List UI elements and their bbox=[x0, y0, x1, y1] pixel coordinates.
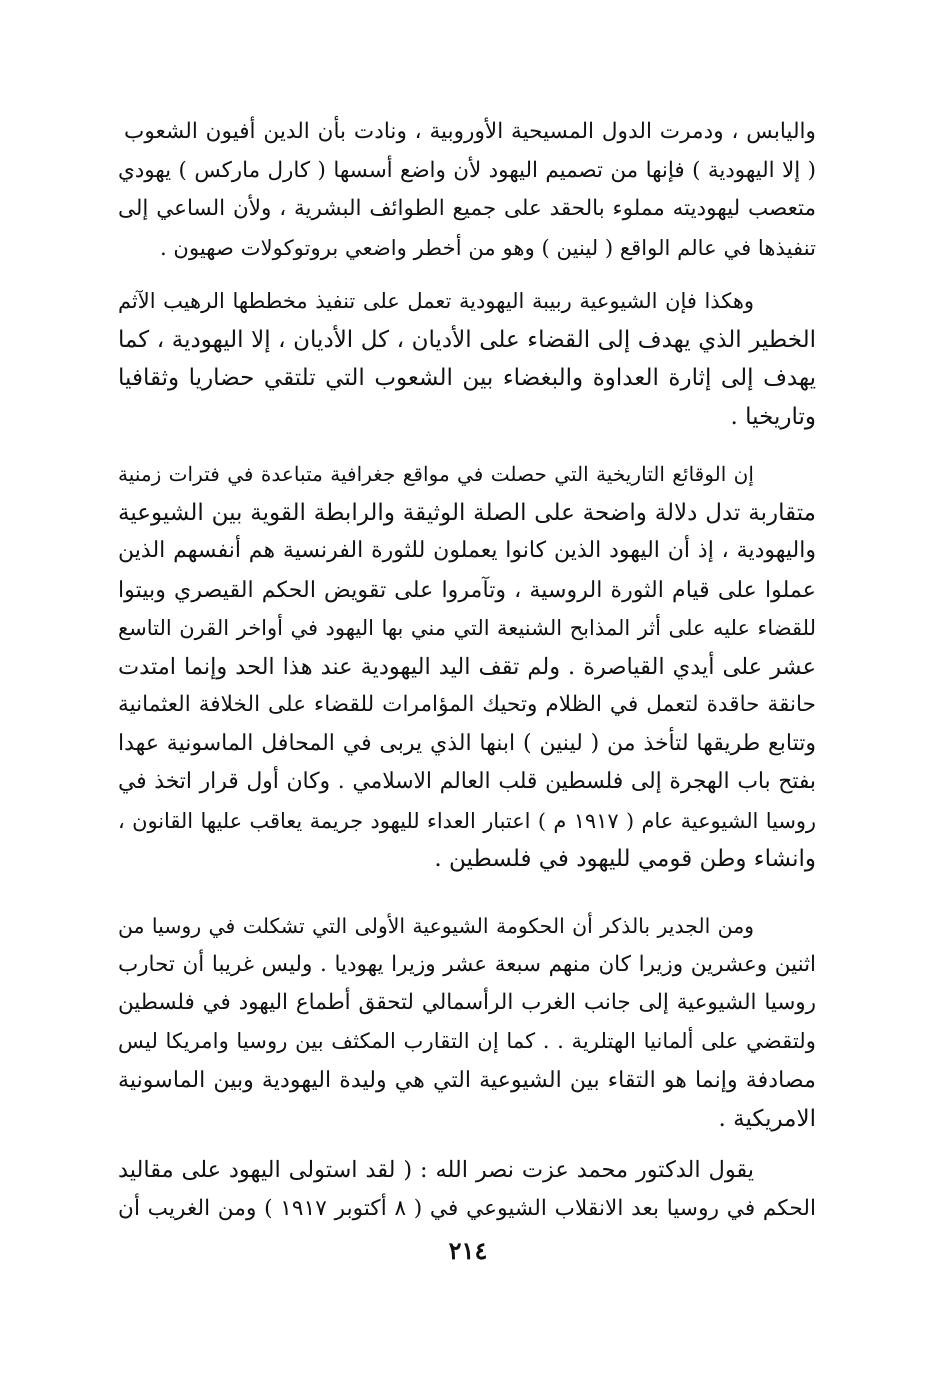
paragraph-4 bbox=[118, 907, 816, 1138]
text-line: متقاربة تدل دلالة واضحة على الصلة الوثيقة والرابطة القوية بين الشيوعية bbox=[118, 499, 816, 526]
text-line: الامريكية . bbox=[718, 1105, 816, 1132]
text-line: روسيا الشيوعية عام ( ١٩١٧ م ) اعتبار العداء لليهود جريمة يعاقب عليها القانون ، bbox=[118, 808, 817, 833]
text-line: للقضاء عليه على أثر المذابح الشنيعة التي مني بها اليهود في أواخر القرن التاسع bbox=[118, 616, 816, 640]
text-line: يهدف إلى إثارة العداوة والبغضاء بين الشعوب التي تلتقي حضاريا وثقافيا bbox=[118, 365, 816, 391]
text-line: بفتح باب الهجرة إلى فلسطين قلب العالم الاسلامي . وكان أول قرار اتخذ في bbox=[118, 769, 816, 794]
text-line: مصادفة وإنما هو التقاء بين الشيوعية التي هي وليدة اليهودية وبين الماسونية bbox=[118, 1067, 816, 1093]
text-line: عملوا على قيام الثورة الروسية ، وتآمروا على تقويض الحكم القيصري وبيتوا bbox=[118, 576, 816, 603]
text-line: ولتقضي على ألمانيا الهتلرية . . كما إن التقارب المكثف بين روسيا وامريكا ليس bbox=[118, 1028, 816, 1054]
text-line: روسيا الشيوعية إلى جانب الغرب الرأسمالي لتحقق أطماع اليهود في فلسطين bbox=[118, 990, 816, 1015]
text-line: واليهودية ، إذ أن اليهود الذين كانوا يعملون للثورة الفرنسية هم أنفسهم الذين bbox=[118, 538, 816, 563]
text-line: واليابس ، ودمرت الدول المسيحية الأوروبية ، ونادت بأن الدين أفيون الشعوب bbox=[124, 119, 816, 144]
page-number: ٢١٤ bbox=[448, 1236, 488, 1265]
paragraph-5 bbox=[118, 1151, 816, 1228]
text-line: وتاريخيا . bbox=[730, 403, 816, 430]
text-line: الخطير الذي يهدف إلى القضاء على الأديان ، كل الأديان ، إلا اليهودية ، كما bbox=[118, 326, 816, 353]
text-line: حانقة حاقدة لتعمل في الظلام وتحيك المؤامرات للقضاء على الخلافة العثمانية bbox=[118, 692, 816, 717]
text-line: وانشاء وطن قومي لليهود في فلسطين . bbox=[434, 846, 816, 872]
paragraph-1 bbox=[118, 113, 816, 267]
text-line: وتتابع طريقها لتأخذ من ( لينين ) ابنها الذي يربى في المحافل الماسونية عهدا bbox=[118, 730, 816, 756]
text-line: عشر على أيدي القياصرة . ولم تقف اليد اليهودية عند هذا الحد وإنما امتدت bbox=[118, 653, 816, 680]
text-line: متعصب ليهوديته مملوء بالحقد على جميع الطوائف البشرية ، ولأن الساعي إلى bbox=[118, 196, 816, 221]
paragraph-3 bbox=[118, 455, 816, 879]
text-line: اثنين وعشرين وزيرا كان منهم سبعة عشر وزيرا يهوديا . وليس غريبا أن تحارب bbox=[118, 951, 816, 977]
text-line: الحكم في روسيا بعد الانقلاب الشيوعي في ( ٨ أكتوبر ١٩١٧ ) ومن الغريب أن bbox=[118, 1195, 817, 1221]
paragraph-2 bbox=[118, 282, 816, 436]
text-line: ( إلا اليهودية ) فإنها من تصميم اليهود لأن واضع أسسها ( كارل ماركس ) يهودي bbox=[118, 157, 816, 183]
text-line: ومن الجدير بالذكر أن الحكومة الشيوعية الأولى التي تشكلت في روسيا من bbox=[118, 914, 754, 938]
text-line: إن الوقائع التاريخية التي حصلت في مواقع جغرافية متباعدة في فترات زمنية bbox=[118, 462, 754, 486]
text-line: وهكذا فإن الشيوعية ربيبة اليهودية تعمل على تنفيذ مخططها الرهيب الآثم bbox=[118, 289, 754, 313]
text-line: تنفيذها في عالم الواقع ( لينين ) وهو من أخطر واضعي بروتوكولات صهيون . bbox=[159, 234, 816, 260]
text-line: يقول الدكتور محمد عزت نصر الله : ( لقد استولى اليهود على مقاليد bbox=[118, 1157, 754, 1183]
